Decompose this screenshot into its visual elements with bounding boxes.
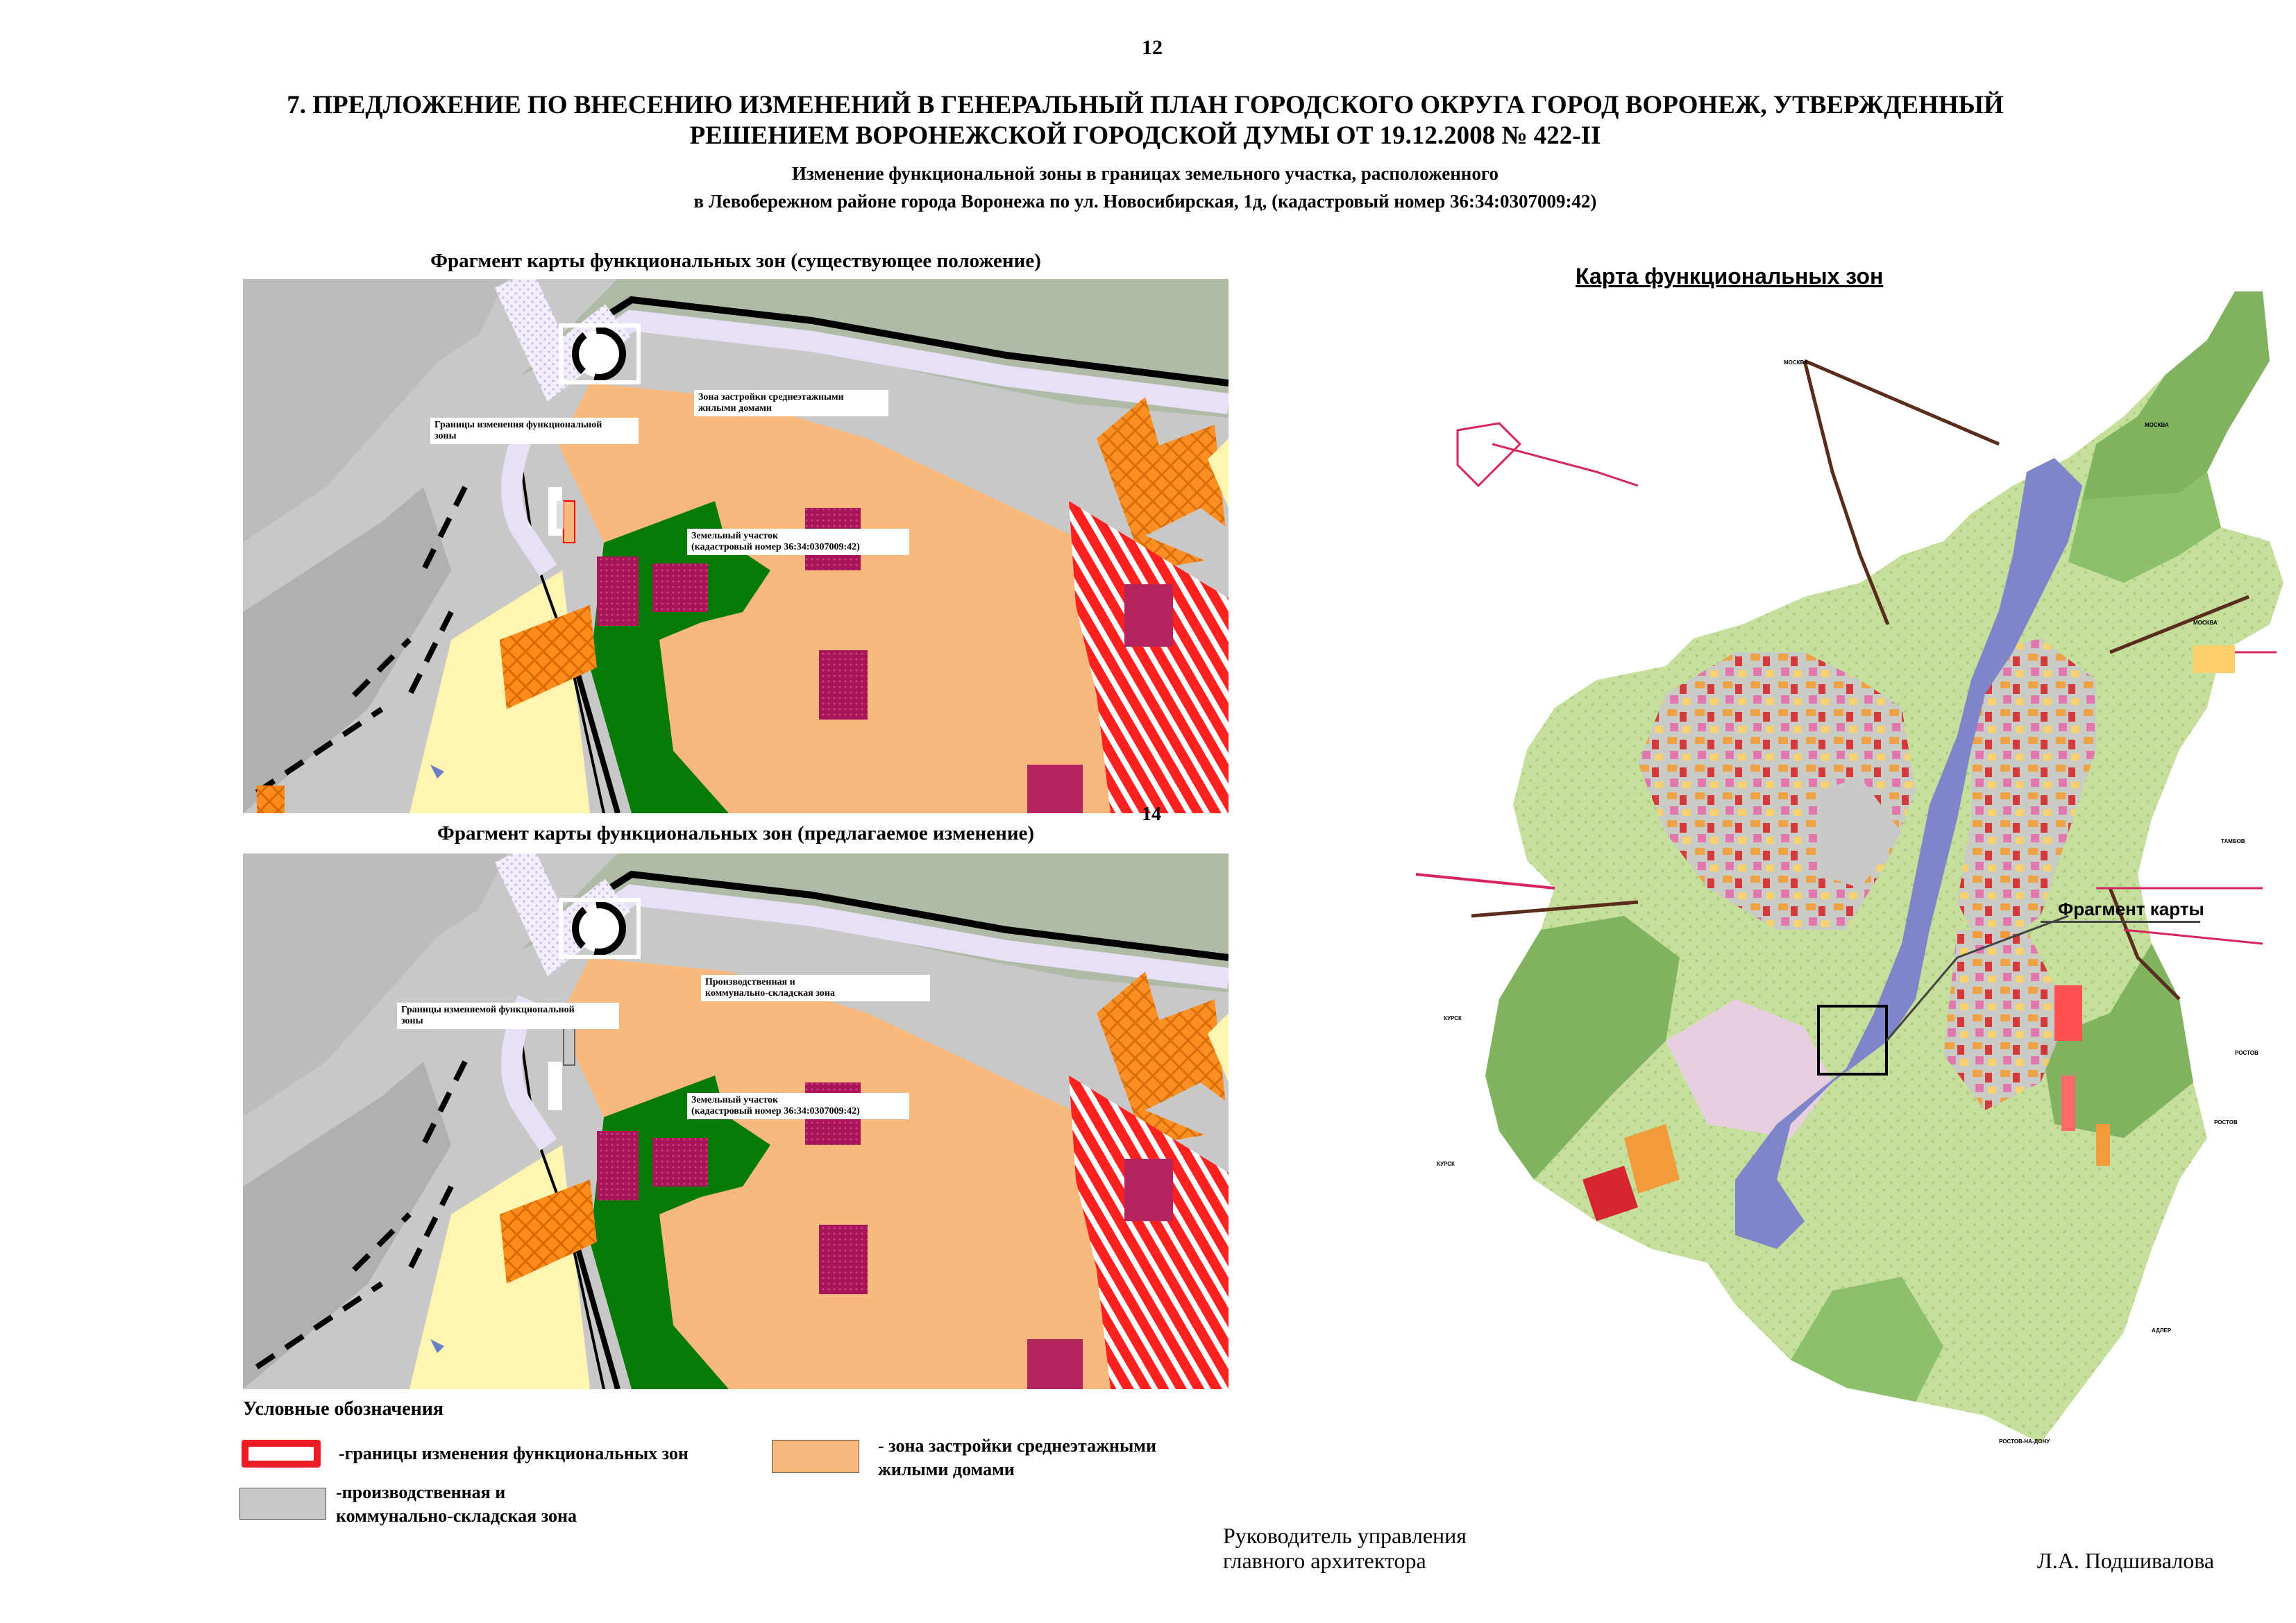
legend-item-residential <box>878 1434 1156 1481</box>
road-label-adler: АДЛЕР <box>2152 1327 2172 1334</box>
parcel-label-proposed-line2: (кадастровый номер 36:34:0307009:42) <box>691 1106 860 1116</box>
legend-item-residential-line2: жилыми домами <box>878 1459 1015 1479</box>
parcel-label-existing-line1: Земельный участок <box>691 531 779 541</box>
legend-item-residential-line1: - зона застройки среднеэтажными <box>878 1436 1156 1456</box>
overview-fragment-leader-line <box>2041 921 2200 923</box>
boundary-label-proposed-line1: Границы изменяемой функциональной <box>401 1005 575 1015</box>
fragment-map-proposed <box>243 853 1229 1389</box>
signature-position <box>1223 1523 1467 1573</box>
road-label-kursk-1: КУРСК <box>1444 1015 1462 1021</box>
document-subtitle-line2: в Левобережном районе города Воронежа по ул. Новосибирская, 1д, (кадастровый номер 36:34:0307009:42) <box>693 191 1597 212</box>
document-title-line2: РЕШЕНИЕМ ВОРОНЕЖСКОЙ ГОРОДСКОЙ ДУМЫ ОТ 19.12.2008 № 422-II <box>689 121 1601 150</box>
boundary-label-proposed-line2: зоны <box>401 1016 423 1026</box>
road-label-kursk-2: КУРСК <box>1437 1161 1455 1167</box>
fragment-proposed-caption: Фрагмент карты функциональных зон (предлагаемое изменение) <box>437 822 1035 844</box>
signature-position-line1: Руководитель управления <box>1223 1523 1467 1548</box>
road-label-moskva-2: МОСКВА <box>2145 422 2169 428</box>
overview-map <box>1416 264 2290 1457</box>
document-subtitle-line1: Изменение функциональной зоны в границах земельного участка, расположенного <box>792 163 1499 184</box>
zone-label-proposed <box>701 975 930 1001</box>
road-label-moskva-3: МОСКВА <box>2193 620 2218 626</box>
overlap-page-number: 14 <box>1142 804 1161 825</box>
document-title-line1: 7. ПРЕДЛОЖЕНИЕ ПО ВНЕСЕНИЮ ИЗМЕНЕНИЙ В ГЕНЕРАЛЬНЫЙ ПЛАН ГОРОДСКОГО ОКРУГА ГОРОД ВОРОНЕЖ, УТВЕРЖДЕННЫЙ <box>287 91 2004 119</box>
road-label-moskva-1: МОСКВА <box>1784 359 1808 366</box>
signature-position-line2: главного архитектора <box>1223 1548 1426 1573</box>
fragment-existing-caption: Фрагмент карты функциональных зон (существующее положение) <box>430 250 1041 272</box>
legend-swatch-industrial <box>239 1488 326 1520</box>
zone-label-existing <box>694 390 888 416</box>
boundary-label-existing-line1: Границы изменения функциональной <box>434 420 602 430</box>
zone-label-proposed-line1: Производственная и <box>705 977 795 987</box>
legend-item-industrial <box>336 1481 577 1528</box>
legend-item-boundary: -границы изменения функциональных зон <box>339 1443 689 1463</box>
legend-swatch-residential <box>772 1440 859 1473</box>
road-label-rostov-1: РОСТОВ <box>2235 1050 2259 1056</box>
zone-label-existing-line1: Зона застройки среднеэтажными <box>698 392 844 402</box>
legend-item-industrial-line2: коммунально-складская зона <box>336 1506 577 1526</box>
fragment-map-proposed-graphic <box>243 853 1229 1389</box>
signature-name: Л.А. Подшивалова <box>2037 1548 2215 1573</box>
boundary-label-existing-line2: зоны <box>434 431 457 441</box>
road-label-rostov-2: РОСТОВ <box>2214 1119 2238 1125</box>
overview-map-title: Карта функциональных зон <box>1576 264 1884 289</box>
overview-map-graphic <box>1416 264 2290 1457</box>
fragment-map-existing <box>243 279 1229 813</box>
parcel-label-existing-line2: (кадастровый номер 36:34:0307009:42) <box>691 542 860 552</box>
legend-title: Условные обозначения <box>243 1398 444 1420</box>
parcel-label-proposed-line1: Земельный участок <box>691 1095 779 1105</box>
parcel-label-proposed <box>687 1093 909 1119</box>
legend-swatch-boundary <box>242 1440 321 1468</box>
zone-label-proposed-line2: коммунально-складская зона <box>705 988 835 999</box>
legend-item-industrial-line1: -производственная и <box>336 1482 506 1502</box>
overview-fragment-label: Фрагмент карты <box>2058 899 2204 919</box>
boundary-label-proposed <box>397 1003 619 1029</box>
road-label-rostov-na-donu: РОСТОВ-НА-ДОНУ <box>1999 1438 2050 1445</box>
road-label-tambov: ТАМБОВ <box>2221 838 2245 844</box>
page-number: 12 <box>1142 36 1163 59</box>
zone-label-existing-line2: жилыми домами <box>698 403 772 414</box>
boundary-label-existing <box>430 418 639 444</box>
parcel-label-existing <box>687 529 909 555</box>
